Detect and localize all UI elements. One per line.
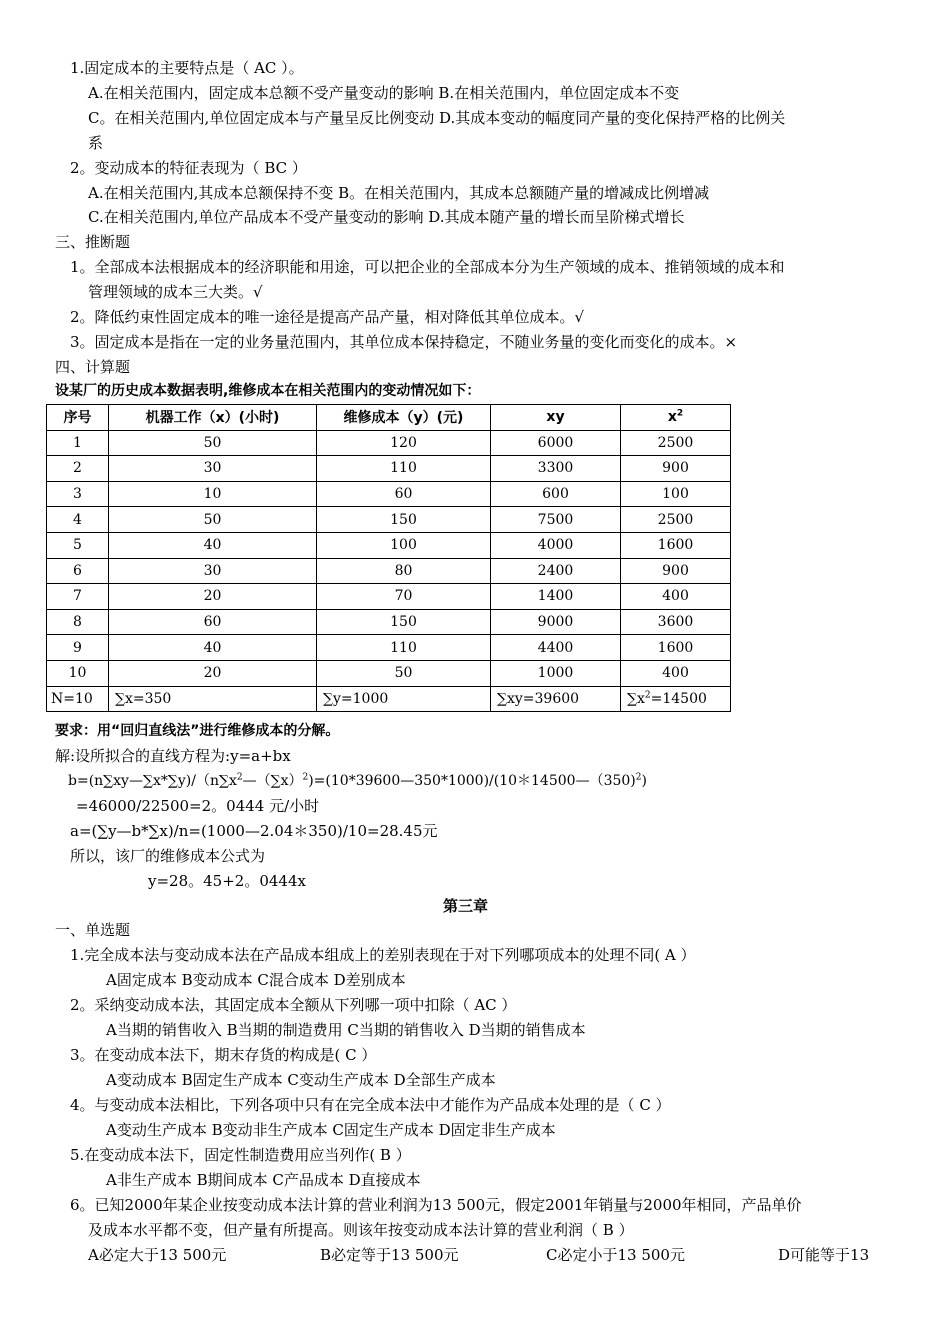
calc-intro: 设某厂的历史成本数据表明,维修成本在相关范围内的变动情况如下： — [55, 383, 481, 399]
solution-conclusion: 所以，该厂的维修成本公式为 — [70, 847, 266, 865]
table-cell: 9 — [47, 635, 109, 661]
table-cell: 3300 — [491, 456, 621, 482]
totals-cell: ∑xy=39600 — [491, 686, 621, 712]
header-x-squared: $x^2$ — [621, 405, 731, 431]
ch3-q3-stem: 3。在变动成本法下，期末存货的构成是( C ） — [70, 1046, 377, 1064]
q1-options-cd: C。在相关范围内,单位固定成本与产量呈反比例变动 D.其成本变动的幅度同产量的变化保持严格的比例关 — [88, 109, 786, 127]
table-cell: 10 — [47, 660, 109, 686]
table-cell: 30 — [109, 456, 317, 482]
ch3-section-title: 一、单选题 — [55, 921, 131, 939]
table-cell: 40 — [109, 635, 317, 661]
table-row — [47, 584, 731, 610]
table-cell: 1 — [47, 430, 109, 456]
header-machine-hours: 机器工作（x）(小时) — [109, 405, 317, 431]
table-cell: 50 — [109, 507, 317, 533]
table-cell: 120 — [317, 430, 491, 456]
table-cell: 10 — [109, 481, 317, 507]
totals-cell-x-squared: $\sum x^2=14500$ — [621, 686, 731, 712]
table-cell: 2 — [47, 456, 109, 482]
ch3-q6-stem-cont: 及成本水平都不变，但产量有所提高。则该年按变动成本法计算的营业利润（ B ） — [88, 1221, 634, 1239]
table-row — [47, 660, 731, 686]
table-cell: 4400 — [491, 635, 621, 661]
table-cell: 400 — [621, 660, 731, 686]
q1-stem: 1.固定成本的主要特点是（ AC ）。 — [70, 59, 304, 77]
table-cell: 20 — [109, 660, 317, 686]
ch3-q1-stem: 1.完全成本法与变动成本法在产品成本组成上的差别表现在于对下列哪项成本的处理不同( A ） — [70, 946, 696, 964]
solution-line-1: 解:设所拟合的直线方程为:y=a+bx — [55, 747, 291, 765]
table-cell: 110 — [317, 635, 491, 661]
ch3-q6-option-a: A必定大于13 500元 — [88, 1246, 227, 1264]
header-repair-cost: 维修成本（y）(元) — [317, 405, 491, 431]
q2-options-cd: C.在相关范围内,单位产品成本不受产量变动的影响 D.其成本随产量的增长而呈阶梯式增长 — [88, 208, 685, 226]
solution-b-value: =46000/22500=2。0444 元/小时 — [76, 797, 320, 815]
table-row — [47, 430, 731, 456]
table-cell: 60 — [109, 609, 317, 635]
table-cell: 40 — [109, 532, 317, 558]
table-header-row — [47, 405, 731, 431]
table-row — [47, 635, 731, 661]
ch3-q6-stem: 6。已知2000年某企业按变动成本法计算的营业利润为13 500元，假定2001年销量与2000年相同，产品单价 — [70, 1196, 802, 1214]
judge-item-1: 1。全部成本法根据成本的经济职能和用途，可以把企业的全部成本分为生产领域的成本、推销领域的成本和 — [70, 258, 785, 276]
table-cell: 7500 — [491, 507, 621, 533]
table-cell: 3 — [47, 481, 109, 507]
table-cell: 3600 — [621, 609, 731, 635]
table-cell: 5 — [47, 532, 109, 558]
calc-section-title: 四、计算题 — [55, 358, 131, 376]
q2-stem: 2。变动成本的特征表现为（ BC ） — [70, 159, 307, 177]
requirement: 要求：用“回归直线法”进行维修成本的分解。 — [55, 723, 340, 739]
table-cell: 80 — [317, 558, 491, 584]
ch3-q2-stem: 2。采纳变动成本法，其固定成本全额从下列哪一项中扣除（ AC ） — [70, 996, 517, 1014]
table-cell: 60 — [317, 481, 491, 507]
ch3-q3-options: A变动成本 B固定生产成本 C变动生产成本 D全部生产成本 — [106, 1071, 496, 1089]
table-cell: 7 — [47, 584, 109, 610]
table-cell: 6 — [47, 558, 109, 584]
q1-options-cd-cont: 系 — [88, 134, 104, 152]
q1-options-ab: A.在相关范围内，固定成本总额不受产量变动的影响 B.在相关范围内，单位固定成本不变 — [88, 84, 680, 102]
table-cell: 20 — [109, 584, 317, 610]
table-cell: 110 — [317, 456, 491, 482]
ch3-q4-options: A变动生产成本 B变动非生产成本 C固定生产成本 D固定非生产成本 — [106, 1121, 556, 1139]
table-totals-row — [47, 686, 731, 712]
table-cell: 4 — [47, 507, 109, 533]
solution-final-formula: y=28。45+2。0444x — [148, 872, 306, 890]
totals-cell: ∑y=1000 — [317, 686, 491, 712]
table-cell: 900 — [621, 558, 731, 584]
ch3-q1-options: A固定成本 B变动成本 C混合成本 D差别成本 — [106, 971, 406, 989]
table-cell: 100 — [317, 532, 491, 558]
table-row — [47, 456, 731, 482]
table-cell: 2500 — [621, 430, 731, 456]
table-cell: 70 — [317, 584, 491, 610]
table-row — [47, 481, 731, 507]
table-cell: 150 — [317, 507, 491, 533]
q2-options-ab: A.在相关范围内,其成本总额保持不变 B。在相关范围内，其成本总额随产量的增减成比例增减 — [88, 184, 710, 202]
table-cell: 1600 — [621, 532, 731, 558]
ch3-q6-option-b: B必定等于13 500元 — [320, 1246, 459, 1264]
table-cell: 4000 — [491, 532, 621, 558]
solution-b-formula: $b=(n\sum xy—\sum x*\sum y)/(n\sum x^2—(\sum x)^2)=(10*39600—350*1000)/(10*14500—(350)^2)$ — [68, 772, 647, 789]
table-cell: 50 — [317, 660, 491, 686]
header-xy: xy — [491, 405, 621, 431]
table-cell: 30 — [109, 558, 317, 584]
totals-cell: N=10 — [47, 686, 109, 712]
table-cell: 400 — [621, 584, 731, 610]
ch3-q5-stem: 5.在变动成本法下，固定性制造费用应当列作( B ） — [70, 1146, 411, 1164]
table-cell: 8 — [47, 609, 109, 635]
table-cell: 2500 — [621, 507, 731, 533]
judge-item-2: 2。降低约束性固定成本的唯一途径是提高产品产量，相对降低其单位成本。√ — [70, 308, 585, 326]
table-cell: 1400 — [491, 584, 621, 610]
table-row — [47, 558, 731, 584]
table-cell: 900 — [621, 456, 731, 482]
totals-cell: ∑x=350 — [109, 686, 317, 712]
chapter-title: 第三章 — [443, 897, 489, 915]
table-row — [47, 532, 731, 558]
table-cell: 150 — [317, 609, 491, 635]
judge-item-3: 3。固定成本是指在一定的业务量范围内，其单位成本保持稳定，不随业务量的变化而变化的成本。× — [70, 333, 738, 351]
ch3-q4-stem: 4。与变动成本法相比，下列各项中只有在完全成本法中才能作为产品成本处理的是（ C ） — [70, 1096, 671, 1114]
table-cell: 600 — [491, 481, 621, 507]
solution-a-formula: a=(∑y—b*∑x)/n=(1000—2.04＊350)/10=28.45元 — [70, 822, 438, 840]
table-cell: 50 — [109, 430, 317, 456]
ch3-q6-option-c: C必定小于13 500元 — [546, 1246, 685, 1264]
table-cell: 2400 — [491, 558, 621, 584]
cost-data-table — [46, 404, 731, 712]
judge-section-title: 三、推断题 — [55, 233, 131, 251]
table-cell: 6000 — [491, 430, 621, 456]
ch3-q5-options: A非生产成本 B期间成本 C产品成本 D直接成本 — [106, 1171, 421, 1189]
table-cell: 1600 — [621, 635, 731, 661]
table-row — [47, 507, 731, 533]
judge-item-1-cont: 管理领域的成本三大类。√ — [88, 283, 263, 301]
ch3-q6-option-d: D可能等于13 — [778, 1246, 870, 1264]
table-cell: 9000 — [491, 609, 621, 635]
table-row — [47, 609, 731, 635]
table-cell: 1000 — [491, 660, 621, 686]
table-cell: 100 — [621, 481, 731, 507]
ch3-q2-options: A当期的销售收入 B当期的制造费用 C当期的销售收入 D当期的销售成本 — [106, 1021, 586, 1039]
header-index: 序号 — [47, 405, 109, 431]
